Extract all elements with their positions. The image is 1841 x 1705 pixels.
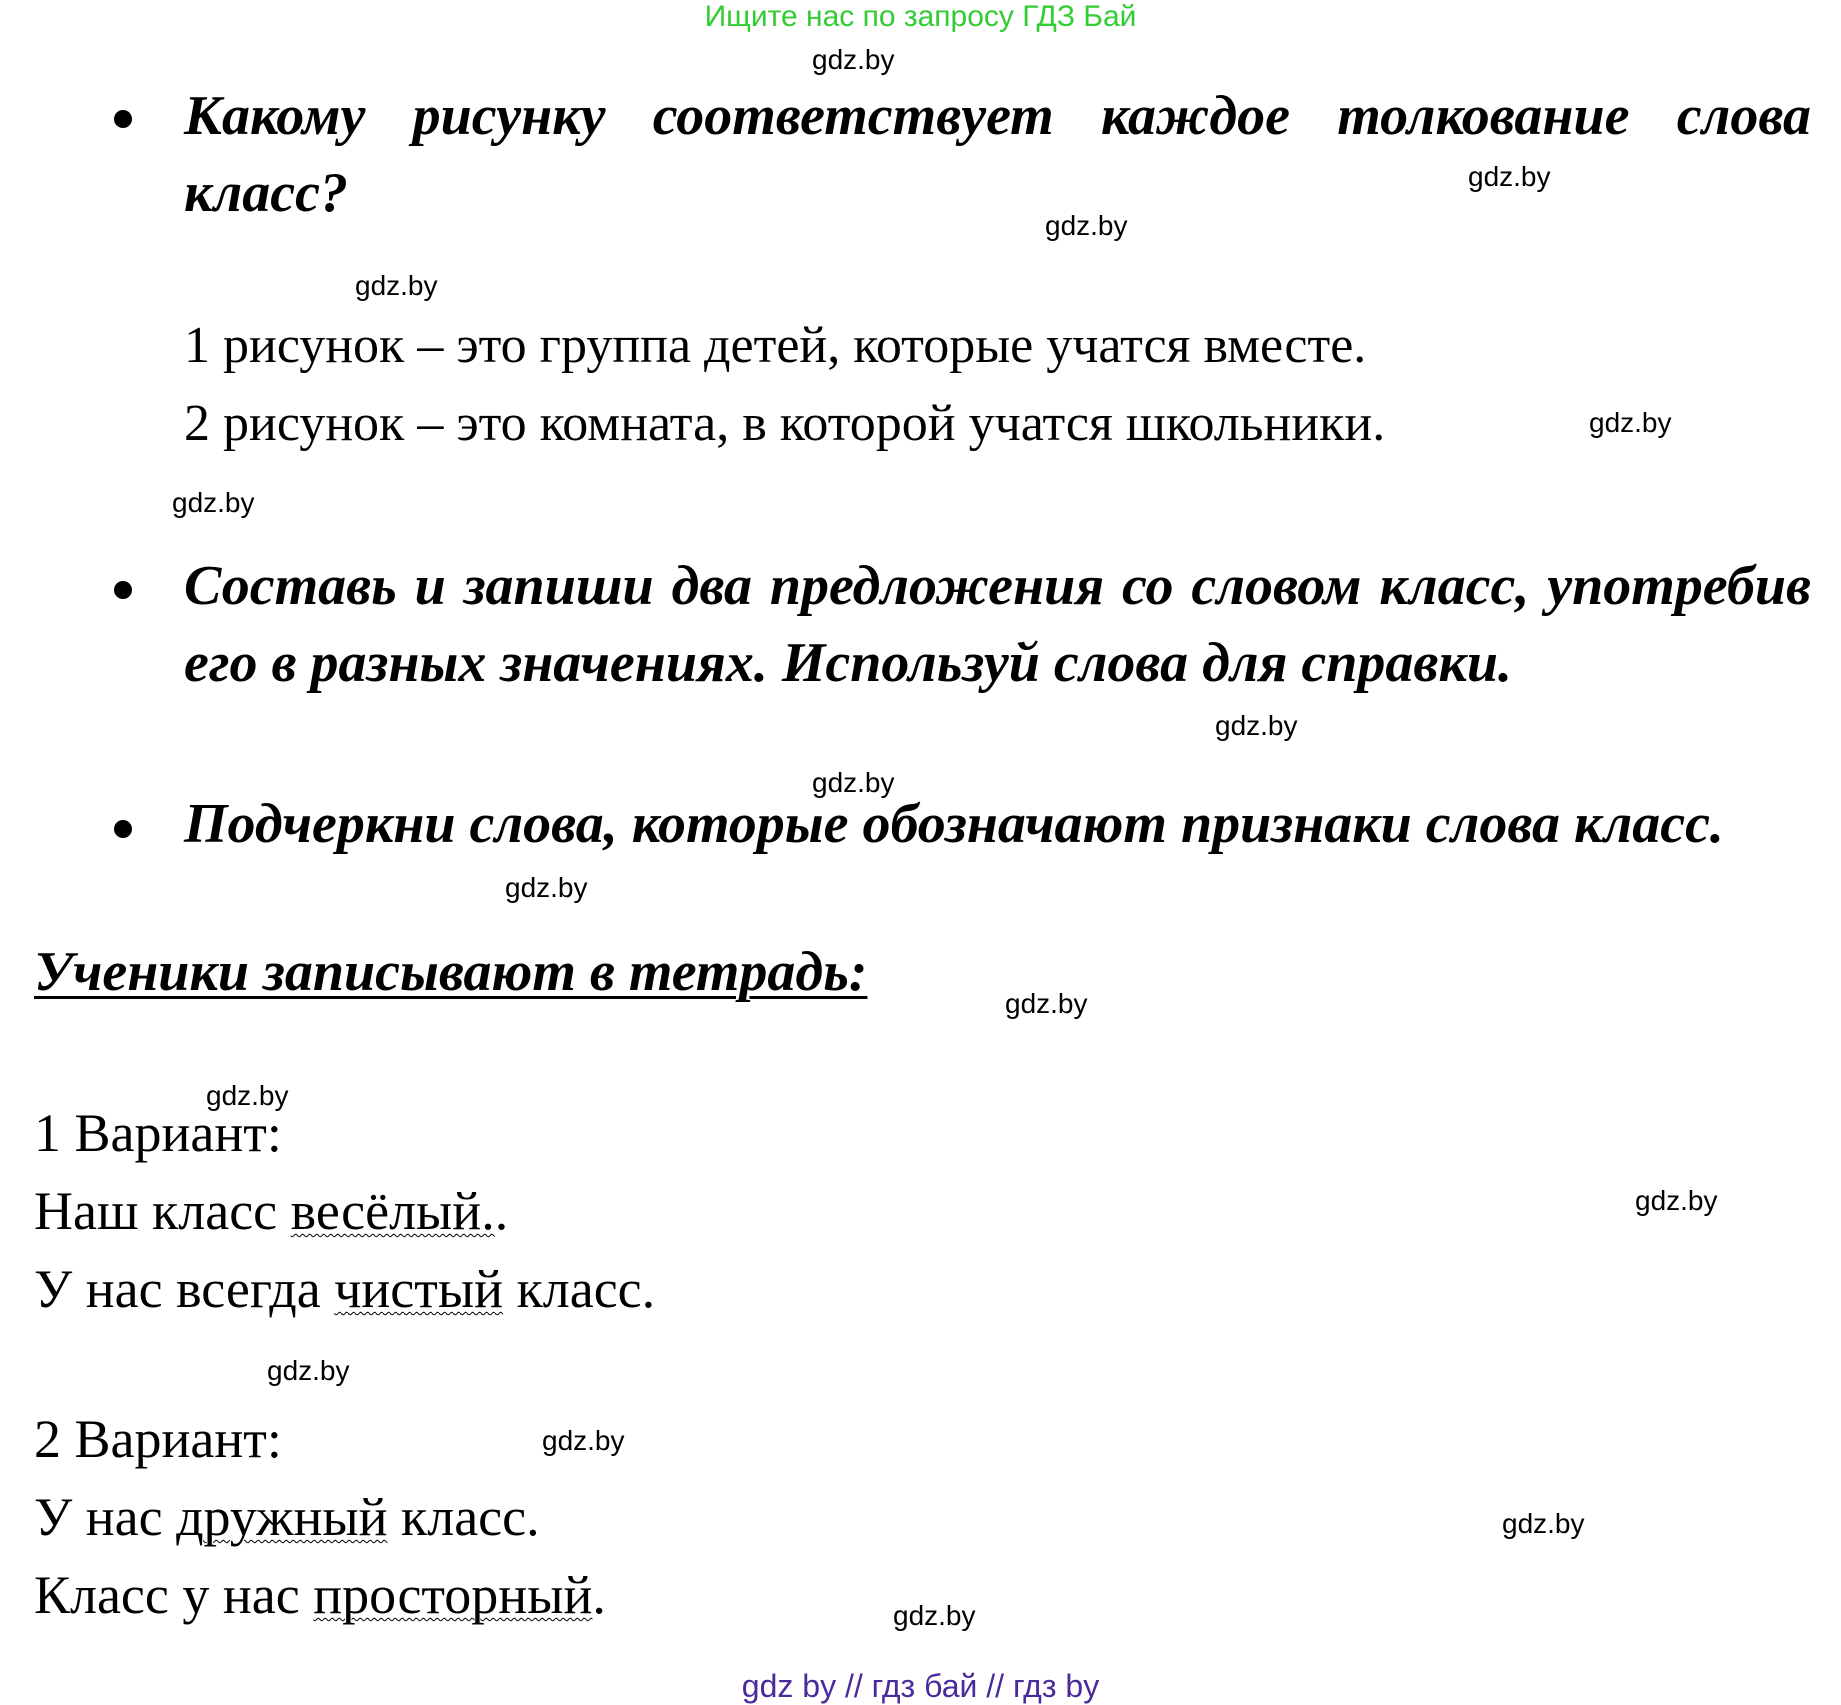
variant-1-title: 1 Вариант: (34, 1103, 282, 1163)
footer-links: gdz by // гдз бай // гдз by (741, 1668, 1100, 1704)
watermark: gdz.by (1468, 161, 1551, 192)
watermark: gdz.by (172, 487, 255, 518)
watermark: gdz.by (1005, 988, 1088, 1019)
variant-2-title: 2 Вариант: (34, 1409, 282, 1469)
watermark: gdz.by (1045, 210, 1128, 241)
answer-line-1: 1 рисунок – это группа детей, которые учатся вместе. (184, 317, 1367, 374)
watermark: gdz.by (267, 1355, 350, 1386)
task-question-1: Какому рисунку соответствует каждое толкование слова класс? (184, 85, 1811, 224)
bullet-icon (114, 820, 132, 838)
search-banner: Ищите нас по запросу ГДЗ Бай (704, 0, 1137, 33)
watermark: gdz.by (1215, 710, 1298, 741)
underlined-word: просторный (313, 1565, 593, 1625)
watermark: gdz.by (1502, 1508, 1585, 1539)
watermark: gdz.by (893, 1600, 976, 1631)
answer-line-2: 2 рисунок – это комната, в которой учатся школьники. (184, 395, 1386, 452)
underlined-word: дружный (176, 1487, 388, 1547)
variant-2-sentence-2: Класс у нас просторный. (34, 1565, 606, 1625)
watermark: gdz.by (812, 44, 895, 75)
watermark: gdz.by (1635, 1185, 1718, 1216)
underlined-word: чистый (334, 1259, 504, 1319)
watermark: gdz.by (206, 1080, 289, 1111)
bullet-icon (114, 581, 132, 599)
watermark: gdz.by (355, 270, 438, 301)
watermark: gdz.by (505, 872, 588, 903)
task-question-2: Составь и запиши два предложения со словом класс, употребив его в разных значениях. Используй слова для справки. (184, 555, 1811, 694)
notebook-heading: Ученики записывают в тетрадь: (34, 941, 868, 1003)
variant-2-sentence-1: У нас дружный класс. (34, 1487, 540, 1547)
bullet-icon (114, 110, 132, 128)
variant-1-sentence-2: У нас всегда чистый класс. (34, 1259, 656, 1319)
watermark: gdz.by (1589, 407, 1672, 438)
variant-1-sentence-1: Наш класс весёлый.. (34, 1181, 509, 1241)
underlined-word: весёлый. (290, 1181, 495, 1241)
watermark: gdz.by (812, 767, 895, 798)
task-question-3: Подчеркни слова, которые обозначают признаки слова класс. (184, 793, 1724, 855)
watermark: gdz.by (542, 1425, 625, 1456)
